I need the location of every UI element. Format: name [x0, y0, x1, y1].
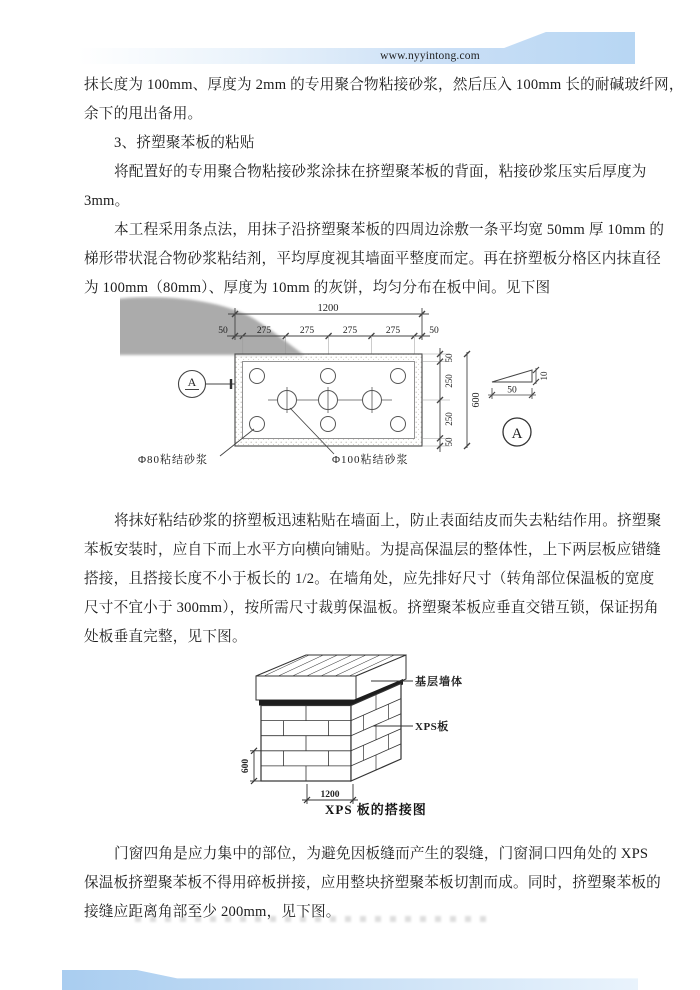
website-url: www.nyyintong.com — [380, 50, 480, 62]
seg-label: 275 — [299, 326, 315, 336]
paragraph-3 — [84, 216, 665, 303]
figure-adhesive-layout-diagram — [120, 296, 560, 486]
dimension-right-segments — [422, 348, 450, 452]
phi100-label: Φ100粘结砂浆 — [332, 454, 409, 466]
dimension-600 — [250, 748, 261, 784]
text-line: 3mm。 — [84, 193, 130, 209]
footer-band — [62, 970, 638, 990]
text-line: 保温板挤塑聚苯板不得用碎板拼接，应用整块挤塑聚苯板切割而成。同时，挤塑聚苯板的 — [84, 875, 661, 891]
text-line: 为 100mm（80mm）、厚度为 10mm 的灰饼，均匀分布在板中间。见下图 — [84, 280, 551, 296]
dim-1200-label: 1200 — [317, 303, 339, 314]
wedge-10-label: 10 — [539, 371, 549, 381]
section-marker-a — [179, 371, 236, 398]
text-line: 尺寸不宜小于 300mm），按所需尺寸裁剪保温板。挤塑聚苯板应垂直交错互锁，保证拐角 — [84, 600, 659, 616]
paragraph-2 — [84, 158, 646, 216]
header-band — [78, 32, 635, 64]
phi80-label: Φ80粘结砂浆 — [138, 454, 209, 466]
seg-label: 275 — [342, 326, 358, 336]
xps-board-label: XPS板 — [415, 721, 449, 733]
dim-600-label: 600 — [241, 758, 251, 774]
figure1-svg — [120, 296, 560, 486]
text-line: 搭接，且搭接长度不小于板长的 1/2。在墙角处，应先排好尺寸（转角部位保温板的宽度 — [84, 571, 655, 587]
scan-ghost-artifact — [135, 916, 493, 922]
seg-label: 275 — [385, 326, 401, 336]
detail-a-label: A — [511, 426, 523, 442]
xps-boards-front — [261, 706, 351, 782]
paragraph-1 — [84, 71, 684, 129]
text-line: 苯板安装时，应自下而上水平方向横向铺贴。为提高保温层的整体性，上下两层板应错缝 — [84, 542, 661, 558]
text-line: 将配置好的专用聚合物粘接砂浆涂抹在挤塑聚苯板的背面，粘接砂浆压实后厚度为 — [114, 164, 647, 180]
seg-label: 50 — [218, 326, 228, 336]
base-wall-label: 基层墙体 — [415, 676, 463, 688]
heading-line: 3、挤塑聚苯板的粘贴 — [114, 135, 255, 151]
seg-label: 250 — [444, 412, 454, 426]
text-line: 将抹好粘结砂浆的挤塑板迅速粘贴在墙面上，防止表面结皮而失去粘结作用。挤塑聚 — [114, 513, 662, 529]
scan-smudge — [120, 297, 304, 355]
wedge-50-label: 50 — [507, 385, 517, 396]
text-line: 本工程采用条点法，用抹子沿挤塑聚苯板的四周边涂敷一条平均宽 50mm 厚 10mm 的 — [114, 222, 665, 238]
dim-600-label: 600 — [471, 392, 482, 408]
figure2-caption: XPS 板的搭接图 — [325, 802, 427, 817]
text-line: 门窗四角是应力集中的部位，为避免因板缝而产生的裂缝，门窗洞口四角处的 XPS — [114, 846, 649, 862]
text-line: 抹长度为 100mm、厚度为 2mm 的专用聚合物粘接砂浆，然后压入 100mm 长的耐碱玻纤网， — [84, 77, 684, 93]
paragraph-4 — [84, 507, 662, 652]
section-heading — [84, 129, 646, 158]
seg-label: 50 — [444, 353, 454, 363]
paragraph-5 — [84, 840, 661, 927]
seg-label: 50 — [444, 437, 454, 447]
text-line: 接缝应距离角部至少 200mm，见下图。 — [84, 904, 341, 920]
seg-label: 50 — [429, 326, 439, 336]
text-line: 余下的甩出备用。 — [84, 106, 203, 122]
marker-a-label: A — [187, 375, 197, 389]
text-line: 梯形带状混合物砂浆粘结剂，平均厚度视其墙面平整度而定。再在挤塑板分格区内抹直径 — [84, 251, 661, 267]
seg-label: 250 — [444, 374, 454, 388]
seg-label: 275 — [256, 326, 272, 336]
text-line: 处板垂直完整，见下图。 — [84, 629, 247, 645]
dimension-total-height — [464, 351, 470, 449]
detail-marker-a — [503, 418, 531, 446]
dim-1200-label: 1200 — [320, 790, 340, 800]
